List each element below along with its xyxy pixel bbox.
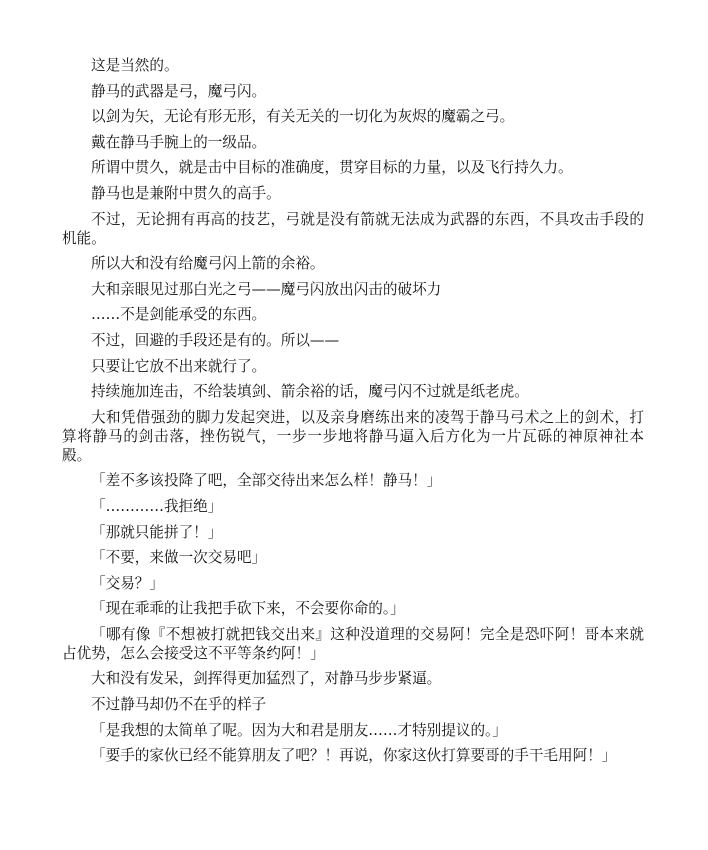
paragraph: 静马的武器是弓，魔弓闪。 [91, 82, 267, 100]
paragraph: 不过静马却仍不在乎的样子 [91, 696, 267, 714]
dialogue-line: 「哪有像『不想被打就把钱交出来』这种没道理的交易阿！完全是恐吓阿！哥本来就占优势，怎么会接受这不平等条约阿！」 [62, 625, 644, 662]
dialogue-line: 「那就只能拼了！」 [91, 523, 223, 541]
paragraph: 戴在静马手腕上的一级品。 [91, 133, 267, 151]
paragraph: ……不是剑能承受的东西。 [91, 306, 267, 324]
dialogue-line: 「差不多该投降了吧，全部交待出来怎么样！静马！」 [91, 472, 442, 490]
dialogue-line: 「现在乖乖的让我把手砍下来，不会要你命的。」 [91, 600, 405, 618]
paragraph: 只要让它放不出来就行了。 [91, 357, 267, 375]
dialogue-line: 「是我想的太简单了呢。因为大和君是朋友……才特别提议的。」 [91, 721, 507, 739]
paragraph: 不过，回避的手段还是有的。所以—— [91, 331, 340, 349]
dialogue-line: 「不要，来做一次交易吧」 [91, 549, 267, 567]
paragraph: 持续施加连击，不给装填剑、箭余裕的话，魔弓闪不过就是纸老虎。 [91, 383, 529, 401]
paragraph: 以剑为矢，无论有形无形，有关无关的一切化为灰烬的魔霸之弓。 [91, 108, 515, 126]
dialogue-line: 「交易？」 [91, 574, 164, 592]
paragraph: 大和没有发呆，剑挥得更加猛烈了，对静马步步紧逼。 [91, 670, 442, 688]
paragraph: 静马也是兼附中贯久的高手。 [91, 184, 281, 202]
document-page [62, 56, 644, 772]
dialogue-line: 「要手的家伙已经不能算朋友了吧？！再说，你家这伙打算要哥的手干毛用阿！」 [91, 747, 617, 765]
paragraph: 所以大和没有给魔弓闪上箭的余裕。 [91, 255, 325, 273]
paragraph: 大和凭借强劲的脚力发起突进，以及亲身磨练出来的凌驾于静马弓术之上的剑术，打算将静马的剑击落，挫伤锐气，一步一步地将静马逼入后方化为一片瓦砾的神原神社本殿。 [62, 408, 644, 464]
paragraph: 这是当然的。 [91, 57, 179, 74]
paragraph: 不过，无论拥有再高的技艺，弓就是没有箭就无法成为武器的东西，不具攻击手段的机能。 [62, 210, 644, 247]
dialogue-line: 「…………我拒绝」 [91, 497, 223, 515]
paragraph: 所谓中贯久，就是击中目标的准确度，贯穿目标的力量，以及飞行持久力。 [91, 159, 573, 177]
paragraph: 大和亲眼见过那白光之弓——魔弓闪放出闪击的破坏力 [91, 280, 442, 298]
